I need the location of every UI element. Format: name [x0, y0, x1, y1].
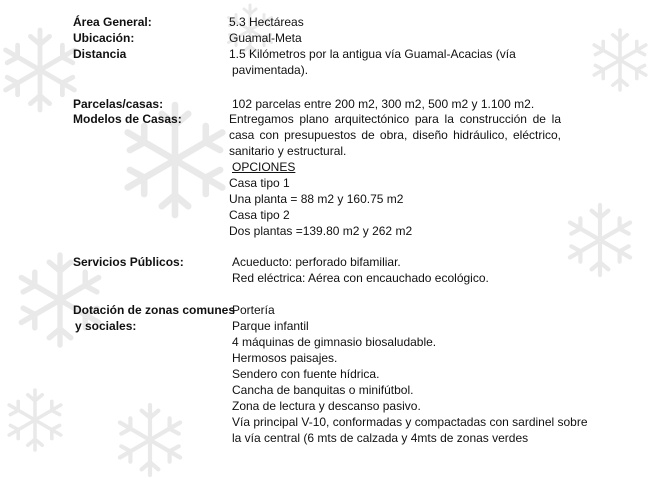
plots-label: Parcelas/casas:	[73, 97, 164, 111]
amenity-item: Hermosos paisajes.	[232, 351, 338, 365]
area-label: Área General:	[73, 15, 152, 29]
distance-value-line2: pavimentada).	[232, 63, 309, 77]
house-type-1: Casa tipo 1	[229, 176, 290, 190]
house-type-1-detail: Una planta = 88 m2 y 160.75 m2	[229, 192, 404, 206]
amenities-label-line1: Dotación de zonas comunes	[73, 303, 236, 317]
area-value: 5.3 Hectáreas	[229, 15, 304, 29]
amenities-label-line2: y sociales:	[75, 319, 137, 333]
distance-label: Distancia	[73, 47, 127, 61]
amenity-item: Zona de lectura y descanso pasivo.	[232, 399, 421, 413]
options-title: OPCIONES	[232, 160, 296, 174]
amenity-item: Portería	[232, 303, 275, 317]
models-description: Entregamos plano arquitectónico para la construcción de la casa con presupuestos de obra, diseño hidráulico, eléctrico, sanitario y estructural.	[229, 112, 561, 158]
plots-value: 102 parcelas entre 200 m2, 300 m2, 500 m2 y 1.100 m2.	[232, 97, 535, 111]
services-item: Red eléctrica: Aérea con encauchado ecológico.	[232, 271, 489, 285]
amenity-item: Cancha de banquitas o minifútbol.	[232, 383, 414, 397]
services-item: Acueducto: perforado bifamiliar.	[232, 255, 401, 269]
services-label: Servicios Públicos:	[73, 255, 184, 269]
house-type-2: Casa tipo 2	[229, 208, 290, 222]
house-type-2-detail: Dos plantas =139.80 m2 y 262 m2	[229, 224, 413, 238]
amenity-item: Vía principal V-10, conformadas y compactadas con sardinel sobre	[232, 415, 588, 429]
amenity-item: Parque infantil	[232, 319, 309, 333]
location-label: Ubicación:	[73, 31, 135, 45]
distance-value-line1: 1.5 Kilómetros por la antigua vía Guamal-Acacias (vía	[229, 47, 516, 61]
amenity-item: 4 máquinas de gimnasio biosaludable.	[232, 335, 437, 349]
amenity-item: la vía central (6 mts de calzada y 4mts de zonas verdes	[232, 431, 529, 445]
location-value: Guamal-Meta	[229, 31, 302, 45]
amenity-item: Sendero con fuente hídrica.	[232, 367, 380, 381]
models-label: Modelos de Casas:	[73, 112, 182, 126]
